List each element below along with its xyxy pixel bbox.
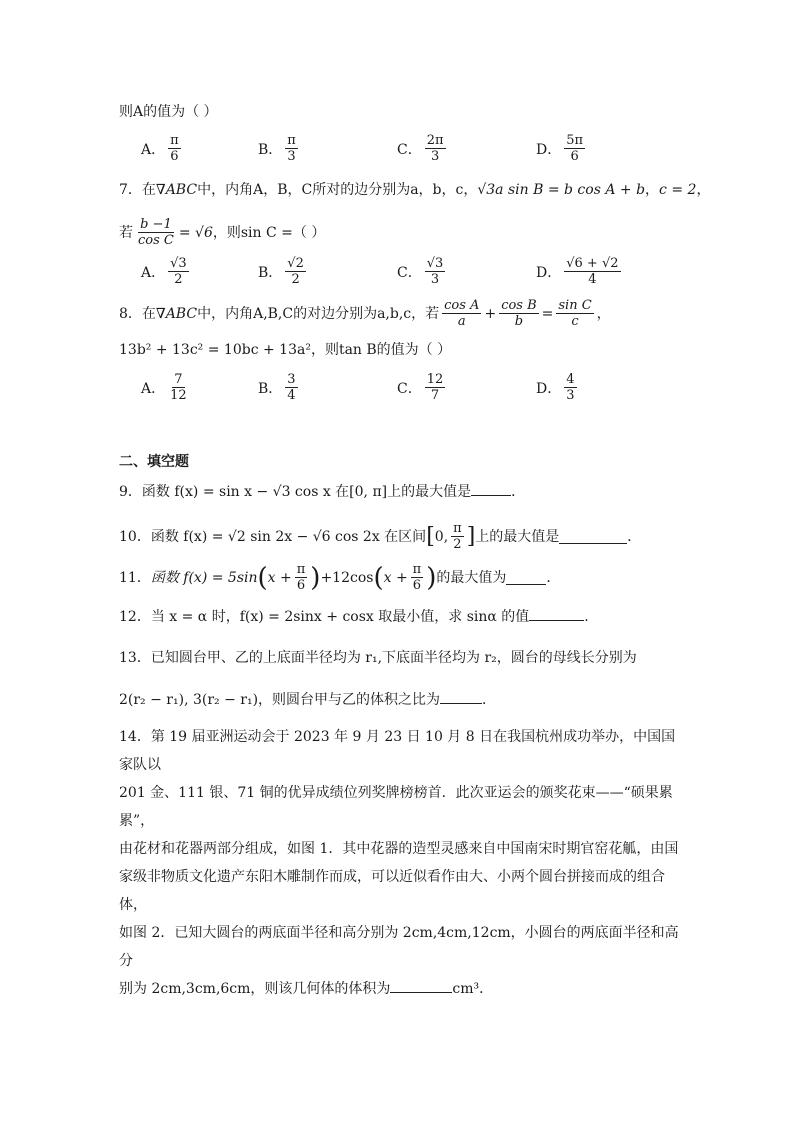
q13-line2: 2(r₂ − r₁), 3(r₂ − r₁)，则圆台甲与乙的体积之比为 ． <box>119 689 496 710</box>
q12: 12．当 x = α 时，f(x) = 2sinx + cosx 取最小值，求 sinα 的值 . <box>119 606 589 627</box>
answer-blank[interactable] <box>440 689 482 704</box>
q8-option-b[interactable]: B． $\frac{3}{4}$ <box>258 372 296 403</box>
fraction: $\frac{2\pi}{3}$ <box>426 133 444 164</box>
q7-option-a[interactable]: A． $\frac{√3}{2}$ <box>141 256 187 287</box>
section-title: 二、填空题 <box>119 454 189 470</box>
q13-line1: 13．已知圆台甲、乙的上底面半径均为 r₁,下底面半径均为 r₂，圆台的母线长分别为 <box>119 650 637 666</box>
q8-line2: 13b² + 13c² = 10bc + 13a²，则tan B的值为（ ） <box>119 342 452 358</box>
q14-line-1: 14．第 19 届亚洲运动会于 2023 年 9 月 23 日 10 月 8 日在我国杭州成功举办，中国国家队以 <box>119 729 676 773</box>
fraction: $\frac{b -1}{\text{cos C}}$ <box>138 217 174 248</box>
answer-blank[interactable] <box>390 978 452 993</box>
q14 <box>119 723 679 1003</box>
q14-line-2: 201 金、111 银、71 铜的优异成绩位列奖牌榜榜首．此次亚运会的颁奖花束——“硕果累累”， <box>119 785 673 829</box>
fraction: $\frac{7}{12}$ <box>170 372 187 403</box>
q7-option-c[interactable]: C． $\frac{√3}{3}$ <box>397 256 444 287</box>
q14-line-5: 如图 2．已知大圆台的两底面半径和高分别为 2cm,4cm,12cm，小圆台的两底面半径和高分 <box>119 925 679 969</box>
fraction: $\frac{\pi}{6}$ <box>296 562 306 593</box>
q8-line1: 8． 在 ∇ABC 中，内角A,B,C的对边分别为a,b,c，若 $\frac{\text{cos A}}{a}$ + $\frac{\text{cos B}}{b}$ = $\frac{\text{sin C}}{c}$ ， <box>119 298 611 329</box>
fraction: $\frac{\pi}{3}$ <box>287 133 296 164</box>
q6-option-c[interactable]: C． $\frac{2\pi}{3}$ <box>397 133 444 164</box>
q6-option-d[interactable]: D． $\frac{5\pi}{6}$ <box>536 133 584 164</box>
answer-blank[interactable] <box>506 570 546 585</box>
fraction: $\frac{3}{4}$ <box>287 372 296 403</box>
fraction: $\frac{\pi}{2}$ <box>453 521 462 552</box>
answer-blank[interactable] <box>529 606 584 621</box>
q7-line1: 7．在∇ABC中，内角A，B，C所对的边分别为a，b，c，√3a sin B = b cos A + b，c = 2， <box>119 182 711 198</box>
fraction: $\frac{\pi}{6}$ <box>412 562 422 593</box>
fraction: $\frac{12}{7}$ <box>426 372 444 403</box>
fraction: $\frac{\text{sin C}}{c}$ <box>558 298 592 329</box>
answer-blank[interactable] <box>471 481 511 496</box>
fraction: $\frac{\text{cos B}}{b}$ <box>501 298 537 329</box>
q9: 9．函数 f(x) = sin x − √3 cos x 在[0, π]上的最大值是 ． <box>119 481 525 502</box>
fraction: $\frac{\pi}{6}$ <box>170 133 179 164</box>
q14-line-3: 由花材和花器两部分组成，如图 1．其中花器的造型灵感来自中国南宋时期官窑花觚，由国 <box>119 841 679 857</box>
fraction: $\frac{√6 + √2}{4}$ <box>566 256 619 287</box>
q8-option-d[interactable]: D． $\frac{4}{3}$ <box>536 372 575 403</box>
answer-blank[interactable] <box>559 529 627 544</box>
q8-option-a[interactable]: A． $\frac{7}{12}$ <box>141 372 187 403</box>
fraction: $\frac{√3}{3}$ <box>426 256 444 287</box>
fraction: $\frac{4}{3}$ <box>566 372 575 403</box>
q6-tail: 则A的值为（ ） <box>119 104 218 120</box>
q11: 11． 函数 f(x) = 5sin ( x + $\frac{\pi}{6}$ ) +12cos ( x + $\frac{\pi}{6}$ ) 的最大值为 ． <box>119 562 561 593</box>
q8-option-c[interactable]: C． $\frac{12}{7}$ <box>397 372 444 403</box>
q14-line-6: 别为 2cm,3cm,6cm，则该几何体的体积为 cm³． <box>119 975 679 1003</box>
q7-option-d[interactable]: D． $\frac{√6 + √2}{4}$ <box>536 256 619 287</box>
q6-option-b[interactable]: B． $\frac{\pi}{3}$ <box>258 133 296 164</box>
fraction: $\frac{√3}{2}$ <box>170 256 187 287</box>
fraction: $\frac{\text{cos A}}{a}$ <box>444 298 480 329</box>
q7-option-b[interactable]: B． $\frac{√2}{2}$ <box>258 256 304 287</box>
q14-line-4: 家级非物质文化遗产东阳木雕制作而成，可以近似看作由大、小两个圆台拼接而成的组合体， <box>119 869 665 913</box>
q6-option-a[interactable]: A． $\frac{\pi}{6}$ <box>141 133 179 164</box>
fraction: $\frac{√2}{2}$ <box>287 256 304 287</box>
q10: 10． 函数 f(x) = √2 sin 2x − √6 cos 2x 在区间 [ 0, $\frac{\pi}{2}$ ] 上的最大值是 ． <box>119 521 642 552</box>
q7-line2: 若 $\frac{b -1}{\text{cos C}}$ = √6 ，则sin C =（ ） <box>119 217 326 248</box>
fraction: $\frac{5\pi}{6}$ <box>566 133 584 164</box>
